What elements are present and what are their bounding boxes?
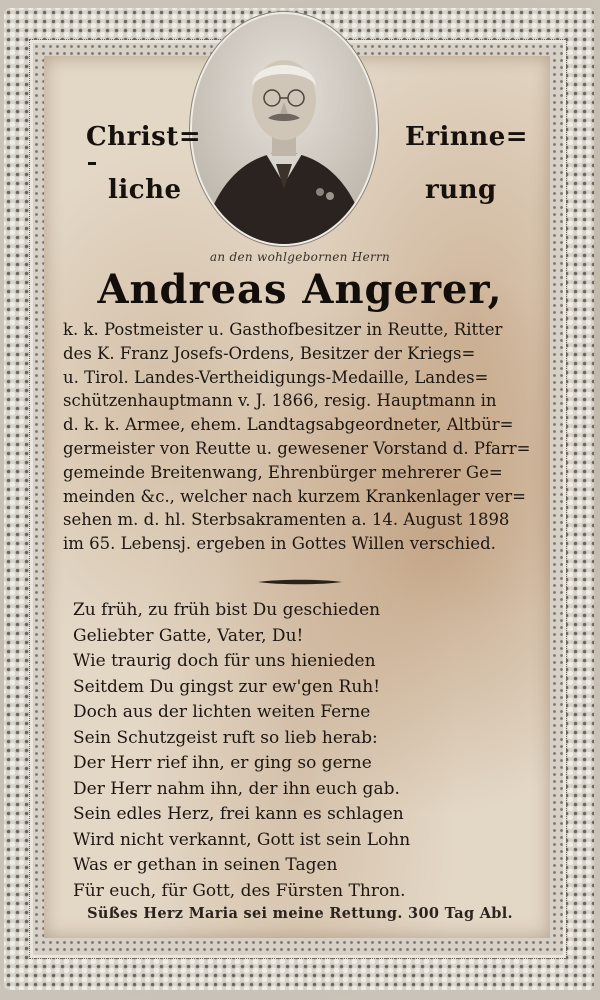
bio-line: u. Tirol. Landes-Vertheidigungs-Medaille, Landes= xyxy=(63,367,489,387)
header-right-top: Erinne= xyxy=(405,122,529,152)
biography xyxy=(63,318,547,556)
poem-line: Der Herr nahm ihn, der ihn euch gab. xyxy=(73,778,400,799)
salutation: an den wohlgebornen Herrn xyxy=(209,250,391,264)
deceased-name: Andreas Angerer, xyxy=(97,266,503,313)
header-left-bottom: liche xyxy=(108,175,182,205)
portrait-image xyxy=(192,14,376,244)
header-left-top: Christ= xyxy=(86,122,202,152)
bio-line: schützenhauptmann v. J. 1866, resig. Hauptmann in xyxy=(63,391,497,411)
poem-line: Zu früh, zu früh bist Du geschieden xyxy=(73,600,381,620)
bio-line: k. k. Postmeister u. Gasthofbesitzer in Reutte, Ritter xyxy=(63,320,503,339)
footer-prayer: Süßes Herz Maria sei meine Rettung. 300 Tag Abl. xyxy=(87,905,513,922)
poem-line: Seitdem Du gingst zur ew'gen Ruh! xyxy=(73,676,381,697)
header-right-bottom: rung xyxy=(425,175,497,205)
poem-line: Sein Schutzgeist ruft so lieb herab: xyxy=(73,727,378,748)
bio-line: im 65. Lebensj. ergeben in Gottes Willen verschied. xyxy=(63,534,496,554)
bio-line: gemeinde Breitenwang, Ehrenbürger mehrerer Ge= xyxy=(63,462,503,482)
poem-line: Geliebter Gatte, Vater, Du! xyxy=(73,625,304,646)
poem xyxy=(73,598,543,904)
bio-line: meinden &c., welcher nach kurzem Krankenlager ver= xyxy=(63,486,526,506)
bio-line: des K. Franz Josefs-Ordens, Besitzer der Kriegs= xyxy=(63,343,476,363)
poem-line: Sein edles Herz, frei kann es schlagen xyxy=(73,804,404,824)
portrait-photo xyxy=(190,12,378,246)
hyphen-mark xyxy=(88,162,96,165)
bio-line: germeister von Reutte u. gewesener Vorstand d. Pfarr= xyxy=(63,438,531,458)
bio-line: sehen m. d. hl. Sterbsakramenten a. 14. August 1898 xyxy=(63,510,510,530)
poem-line: Für euch, für Gott, des Fürsten Thron. xyxy=(73,880,406,901)
poem-line: Was er gethan in seinen Tagen xyxy=(73,855,338,875)
bio-line: d. k. k. Armee, ehem. Landtagsabgeordneter, Altbür= xyxy=(63,415,514,435)
poem-line: Wie traurig doch für uns hienieden xyxy=(73,651,376,671)
poem-line: Der Herr rief ihn, er ging so gerne xyxy=(73,753,372,773)
ornamental-divider xyxy=(258,578,342,586)
poem-line: Doch aus der lichten weiten Ferne xyxy=(73,702,371,722)
poem-line: Wird nicht verkannt, Gott ist sein Lohn xyxy=(73,829,411,850)
